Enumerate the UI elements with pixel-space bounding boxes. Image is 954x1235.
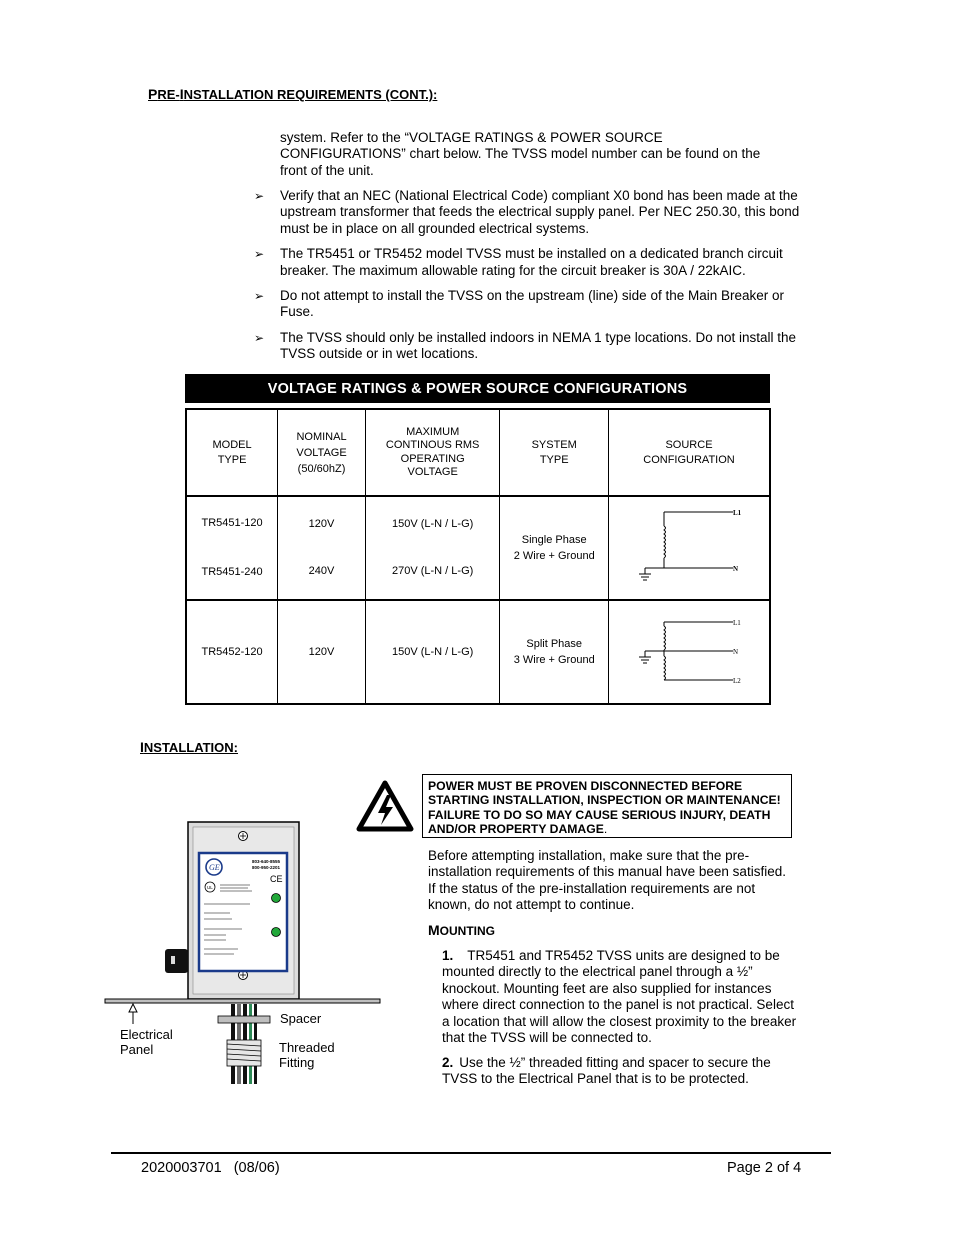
header-source-config [609, 409, 771, 496]
table-row [186, 496, 770, 600]
text-line: known, do not attempt to continue. [428, 897, 635, 913]
device-phone: 800-950-2201 [252, 865, 281, 870]
header-line: TYPE [539, 453, 569, 466]
header-line: NOMINAL [296, 430, 347, 443]
footer-page-number: Page 2 of 4 [727, 1160, 802, 1176]
list-item-text: The TVSS should only be installed indoors in NEMA 1 type locations. Do not install the TVSS outside or in wet locations. [280, 329, 797, 362]
model-value: TR5451-240 [201, 566, 263, 578]
arrow-bullet-icon: ➢ [254, 330, 265, 345]
max-value: 150V (L-N / L-G) [391, 518, 474, 530]
header-line: OPERATING [400, 452, 465, 465]
single-phase-diagram [609, 498, 769, 598]
text-line: installation requirements of this manual have been satisfied. [428, 864, 786, 880]
heading-initial: M [428, 922, 440, 938]
table-header-row [186, 409, 770, 496]
heading-part: NSTALLATION: [143, 740, 239, 755]
text-line: CONFIGURATIONS” chart below. The TVSS model number can be found on the [280, 146, 761, 162]
ratings-table-title: VOLTAGE RATINGS & POWER SOURCE CONFIGURATIONS [185, 374, 770, 403]
header-line: MODEL [212, 438, 252, 451]
arrow-bullet-icon: ➢ [254, 247, 265, 262]
cell-max [365, 496, 500, 600]
header-line: MAXIMUM [406, 425, 460, 438]
text-line: Before attempting installation, make sure that the pre- [428, 848, 750, 863]
nominal-value: 120V [308, 518, 335, 530]
before-paragraph [428, 848, 828, 914]
ce-mark: CE [270, 874, 283, 884]
list-item [254, 330, 816, 363]
warning-period: . [603, 821, 608, 836]
split-phase-diagram [609, 602, 769, 702]
header-line: CONTINOUS RMS [385, 439, 480, 451]
status-led-icon [272, 894, 281, 903]
header-line: CONFIGURATION [643, 453, 735, 466]
footer-doc-number: 2020003701 (08/06) [141, 1160, 280, 1176]
threaded-fitting-label [279, 1040, 335, 1070]
text-line: a location that will allow the closest proximity to the breaker [442, 1013, 797, 1029]
header-line: TYPE [217, 453, 247, 466]
brand-logo-mark: GE [209, 863, 220, 872]
arrow-bullet-icon: ➢ [254, 289, 265, 304]
cell-system [500, 600, 609, 704]
header-nominal-voltage [278, 409, 366, 496]
warning-line: AND/OR PROPERTY DAMAGE [428, 821, 604, 836]
label-l2: L2 [733, 677, 741, 685]
text-line: that the TVSS will be connected to. [442, 1030, 652, 1046]
header-line: VOLTAGE [296, 446, 347, 459]
header-line: (50/60hZ) [297, 462, 346, 475]
coil-winding [664, 526, 666, 558]
header-model-type [186, 409, 278, 496]
text-line: front of the unit. [280, 162, 374, 178]
label-line: Fitting [279, 1055, 315, 1070]
system-line: 2 Wire + Ground [513, 550, 595, 562]
text-line: If the status of the pre-installation requirements are not [428, 880, 756, 896]
label-n: N [733, 565, 739, 573]
max-value: 150V (L-N / L-G) [391, 645, 474, 658]
text-line: where direct connection to the panel is not practical. Select [442, 997, 794, 1013]
text-line: mounted directly to the electrical panel through a ½” [442, 964, 753, 980]
arrow-bullet-icon: ➢ [254, 189, 265, 203]
mounting-heading [428, 922, 495, 938]
step-number: 1. [442, 948, 454, 963]
max-value: 270V (L-N / L-G) [391, 565, 474, 577]
text-line: knockout. Mounting feet are also supplied for instances [442, 980, 772, 996]
text-line: TR5451 and TR5452 TVSS units are designed to be [467, 948, 780, 963]
list-item-text: Verify that an NEC (National Electrical Code) compliant X0 bond has been made at the upstream transformer that feeds the electrical supply panel. Per NEC 250.30, this bond must be in place on all grounded electrical systems. [280, 188, 800, 236]
mounting-step-2 [442, 1055, 822, 1088]
text-line: system. Refer to the “VOLTAGE RATINGS & POWER SOURCE [280, 130, 663, 145]
ul-mark-text: UL [207, 885, 213, 890]
intro-paragraph [280, 130, 820, 179]
warning-box [422, 774, 792, 838]
cell-models [186, 496, 278, 600]
threaded-fitting-part [227, 1040, 261, 1066]
list-item [254, 288, 816, 321]
footer-divider [111, 1152, 831, 1154]
list-item [254, 246, 816, 279]
heading-initial: I [140, 739, 144, 755]
list-item-text: Do not attempt to install the TVSS on the upstream (line) side of the Main Breaker or Fuse. [280, 288, 785, 320]
coil-winding-lower [664, 656, 666, 680]
warning-line: POWER MUST BE PROVEN DISCONNECTED BEFORE [428, 779, 743, 793]
cell-nominal [278, 496, 366, 600]
text-line: Use the ½” threaded fitting and spacer to secure the [459, 1055, 771, 1070]
model-value: TR5452-120 [201, 645, 263, 658]
electrical-panel-surface [105, 999, 380, 1003]
heading-part: RE- [157, 87, 180, 102]
spacer-part [218, 1016, 270, 1023]
section-heading-installation [140, 739, 238, 755]
warning-line: STARTING INSTALLATION, INSPECTION OR MAINTENANCE! [428, 793, 781, 808]
requirements-list [254, 188, 816, 372]
section-heading-pre-installation [148, 86, 437, 102]
voltage-ratings-table [185, 408, 771, 705]
text-line: TVSS to the Electrical Panel that is to be protected. [442, 1071, 749, 1087]
mounting-step-1 [442, 948, 822, 1046]
nominal-value: 240V [308, 565, 335, 577]
heading-part: NSTALLATION REQUIREMENTS (CONT.): [183, 87, 438, 102]
header-max-voltage [365, 409, 500, 496]
panel-pointer-arrowhead [129, 1004, 137, 1012]
label-line: Threaded [279, 1040, 335, 1055]
list-item [254, 188, 816, 237]
heading-initial: P [148, 86, 158, 102]
cell-max [365, 600, 500, 704]
header-line: VOLTAGE [407, 466, 458, 478]
cell-source-diagram [609, 496, 771, 600]
electrical-panel-label [120, 1027, 173, 1057]
label-l1: L1 [733, 509, 742, 517]
list-item-text: The TR5451 or TR5452 model TVSS must be installed on a dedicated branch circuit breaker. The maximum allowable rating for the circuit breaker is 30A / 22kAIC. [280, 246, 783, 278]
label-line: Panel [120, 1042, 154, 1057]
mounting-tab [165, 949, 188, 973]
header-line: SYSTEM [531, 438, 577, 451]
label-l1: L1 [733, 619, 741, 627]
system-line: Split Phase [526, 638, 583, 650]
status-led-icon [272, 928, 281, 937]
heading-initial: I [179, 86, 184, 102]
table-row [186, 600, 770, 704]
spacer-label: Spacer [280, 1011, 322, 1026]
nominal-value: 120V [308, 645, 335, 658]
heading-part: OUNTING [439, 924, 496, 938]
label-n: N [733, 648, 739, 656]
cell-source-diagram [609, 600, 771, 704]
header-line: SOURCE [665, 438, 713, 451]
coil-winding-upper [664, 626, 666, 650]
cell-models [186, 600, 278, 704]
system-line: 3 Wire + Ground [513, 654, 595, 666]
system-line: Single Phase [521, 534, 587, 546]
model-value: TR5451-120 [201, 517, 263, 529]
step-number: 2. [442, 1055, 454, 1070]
header-system-type [500, 409, 609, 496]
device-phone: 803-640-8555 [252, 859, 281, 864]
warning-line: FAILURE TO DO SO MAY CAUSE SERIOUS INJURY, DEATH [428, 807, 771, 822]
label-line: Electrical [120, 1027, 173, 1042]
cell-nominal [278, 600, 366, 704]
cell-system [500, 496, 609, 600]
